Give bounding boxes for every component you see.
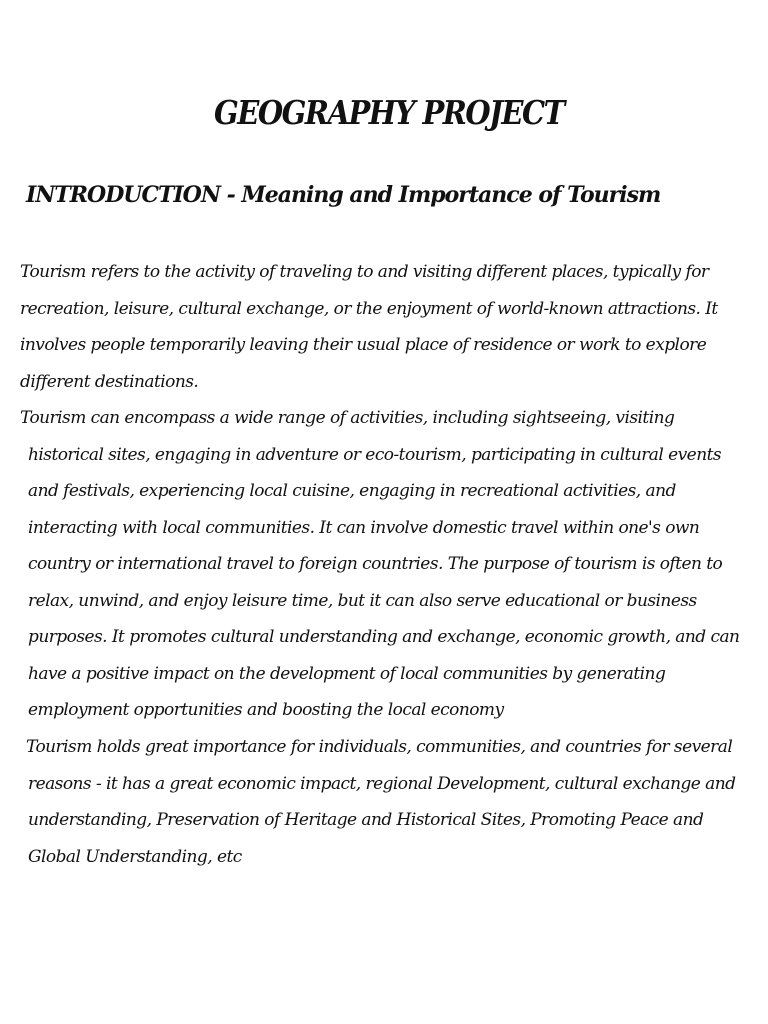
document-title: GEOGRAPHY PROJECT: [214, 94, 564, 133]
text-line: reasons - it has a great economic impact, regional Development, cultural exchange and: [28, 773, 736, 794]
paragraph-importance: [26, 729, 736, 875]
text-line: historical sites, engaging in adventure or eco-tourism, participating in cultural events: [28, 444, 722, 465]
paragraph-definition: [20, 254, 718, 400]
paragraph-activities: [20, 400, 739, 729]
text-line: different destinations.: [20, 371, 199, 392]
text-line: interacting with local communities. It can involve domestic travel within one's own: [28, 517, 700, 538]
text-line: Tourism can encompass a wide range of activities, including sightseeing, visiting: [20, 408, 675, 428]
text-line: Global Understanding, etc: [28, 846, 242, 867]
text-line: involves people temporarily leaving their usual place of residence or work to explore: [20, 335, 707, 355]
text-line: purposes. It promotes cultural understanding and exchange, economic growth, and can: [28, 627, 740, 647]
text-line: country or international travel to foreign countries. The purpose of tourism is often to: [28, 554, 723, 574]
text-line: relax, unwind, and enjoy leisure time, but it can also serve educational or business: [28, 590, 697, 611]
text-line: Tourism refers to the activity of traveling to and visiting different places, typically for: [20, 262, 709, 282]
text-line: understanding, Preservation of Heritage and Historical Sites, Promoting Peace and: [28, 810, 704, 830]
text-line: have a positive impact on the development of local communities by generating: [28, 663, 666, 684]
section-heading: INTRODUCTION - Meaning and Importance of Tourism: [26, 182, 661, 208]
text-line: recreation, leisure, cultural exchange, or the enjoyment of world-known attractions. It: [20, 298, 718, 319]
text-line: Tourism holds great importance for individuals, communities, and countries for several: [26, 737, 733, 757]
text-line: and festivals, experiencing local cuisine, engaging in recreational activities, and: [28, 481, 676, 501]
text-line: employment opportunities and boosting the local economy: [28, 700, 504, 720]
